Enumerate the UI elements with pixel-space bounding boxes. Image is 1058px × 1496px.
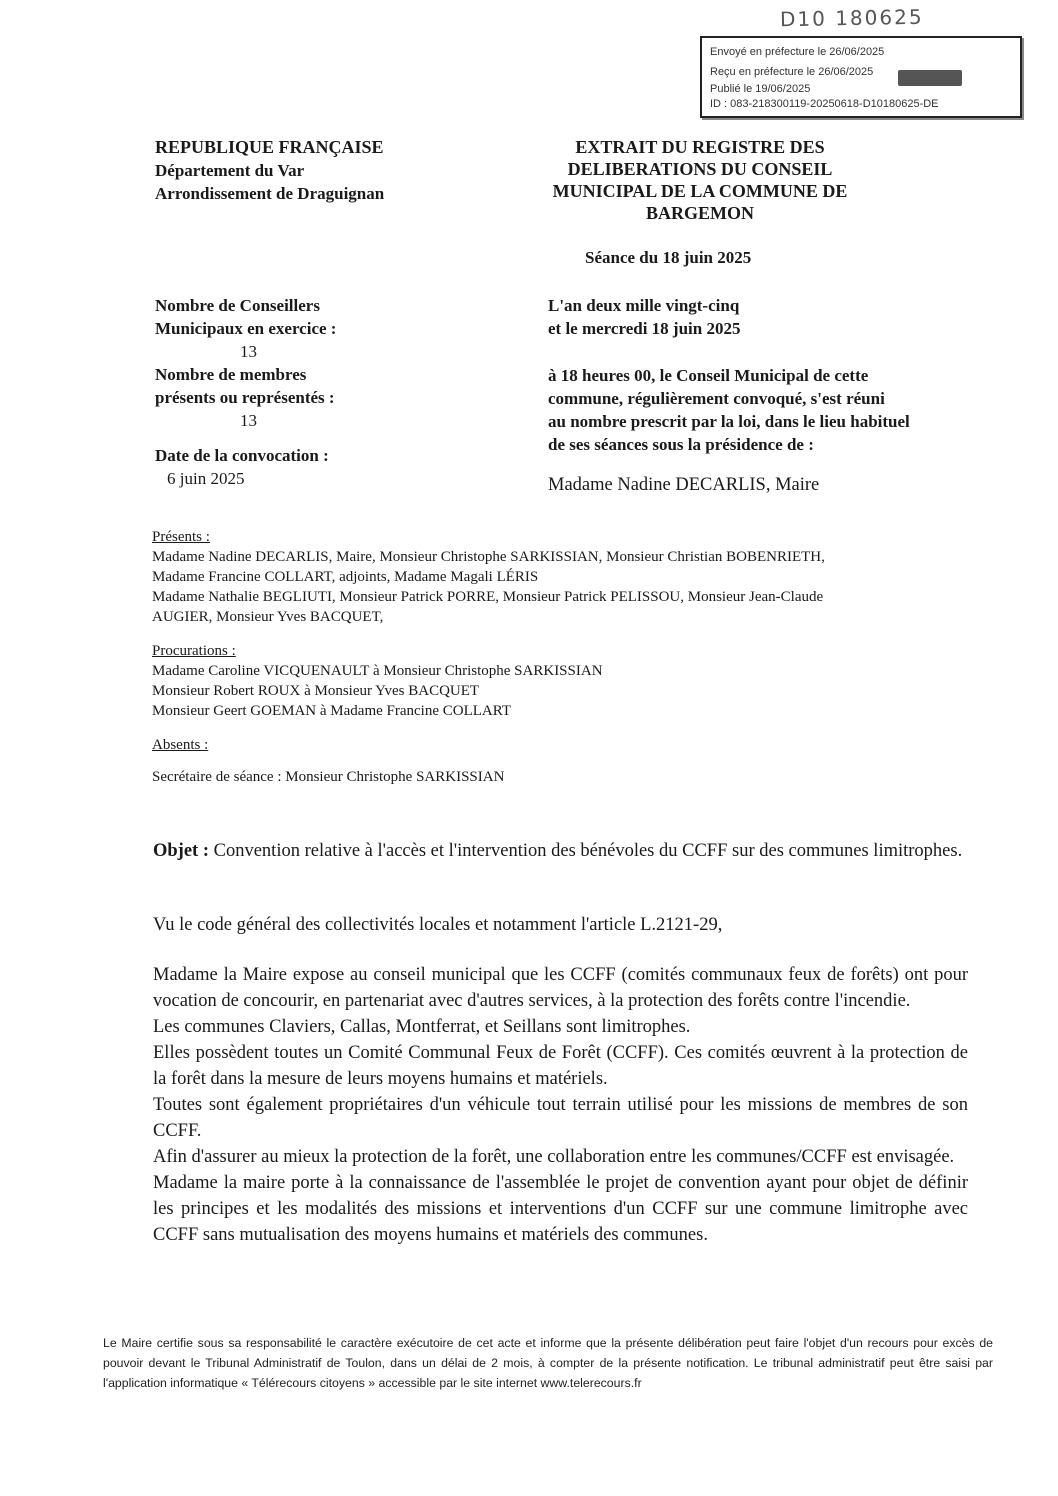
intro-block	[548, 294, 910, 497]
intro-line: L'an deux mille vingt-cinq	[548, 296, 740, 315]
stamp-received: Reçu en préfecture le 26/06/2025	[710, 66, 874, 78]
secretaire: Secrétaire de séance : Monsieur Christophe SARKISSIAN	[152, 769, 505, 785]
convocation-label: Date de la convocation :	[155, 446, 329, 465]
extract-title-3: MUNICIPAL DE LA COMMUNE DE	[552, 181, 848, 201]
membres-value: 13	[240, 411, 257, 430]
presents-line: Madame Nathalie BEGLIUTI, Monsieur Patrick PORRE, Monsieur Patrick PELISSOU, Monsieur Jean-Claude	[152, 589, 824, 605]
attendance	[152, 527, 825, 787]
intro-line: à 18 heures 00, le Conseil Municipal de cette	[548, 366, 869, 385]
membres-label-2: présents ou représentés :	[155, 388, 335, 407]
conseillers-label-2: Municipaux en exercice :	[155, 319, 337, 338]
objet	[153, 838, 973, 864]
presents-line: Madame Nadine DECARLIS, Maire, Monsieur Christophe SARKISSIAN, Monsieur Christian BOBENRIETH,	[152, 549, 825, 565]
objet-label: Objet :	[153, 841, 209, 861]
stamp-published: Publié le 19/06/2025	[710, 83, 811, 95]
body-paragraph: Madame la maire porte à la connaissance de l'assemblée le projet de convention ayant pour objet de définir les principes et les modalités des missions et interventions d'un CCFF sur une commune limitrophe avec CCFF sans mutualisation des moyens humains et matériels des communes.	[153, 1173, 968, 1245]
objet-text: Convention relative à l'accès et l'intervention des bénévoles du CCFF sur des communes limitrophes.	[209, 841, 963, 861]
procuration-line: Monsieur Robert ROUX à Monsieur Yves BACQUET	[152, 683, 480, 699]
legal-footer: Le Maire certifie sous sa responsabilité le caractère exécutoire de cet acte et informe que la présente délibération peut faire l'objet d'un recours pour excès de pouvoir devant le Tribunal Administratif de Toulon, dans un délai de 2 mois, à compter de la présente notification. Le tribunal administratif peut être saisi par l'application informatique « Télérecours citoyens » accessible par le site internet www.telerecours.fr	[103, 1336, 993, 1390]
body-paragraph: Toutes sont également propriétaires d'un véhicule tout terrain utilisé pour les missions de membres de son CCFF.	[153, 1095, 968, 1141]
header-right	[540, 136, 860, 224]
procurations-label: Procurations :	[152, 643, 236, 659]
extract-title-1: EXTRAIT DU REGISTRE DES	[575, 137, 825, 157]
procuration-line: Monsieur Geert GOEMAN à Madame Francine COLLART	[152, 703, 512, 719]
handwritten-reference: D10 180625	[779, 4, 924, 32]
intro-line: de ses séances sous la présidence de :	[548, 435, 814, 454]
body-paragraph: Elles possèdent toutes un Comité Communal Feux de Forêt (CCFF). Ces comités œuvrent à la protection de la forêt dans la mesure de leurs moyens humains et matériels.	[153, 1043, 968, 1089]
stamp-sent: Envoyé en préfecture le 26/06/2025	[710, 46, 885, 58]
seance-date: Séance du 18 juin 2025	[585, 248, 752, 267]
presents-line: Madame Francine COLLART, adjoints, Madame Magali LÉRIS	[152, 569, 539, 585]
president: Madame Nadine DECARLIS, Maire	[548, 475, 820, 495]
body-paragraph: Afin d'assurer au mieux la protection de la forêt, une collaboration entre les communes/CCFF est envisagée.	[153, 1147, 955, 1167]
body-paragraph: Les communes Claviers, Callas, Montferrat, et Seillans sont limitrophes.	[153, 1017, 691, 1037]
procuration-line: Madame Caroline VICQUENAULT à Monsieur Christophe SARKISSIAN	[152, 663, 603, 679]
membres-label: Nombre de membres	[155, 365, 307, 384]
extract-title-2: DELIBERATIONS DU CONSEIL	[567, 159, 833, 179]
republic-title: REPUBLIQUE FRANÇAISE	[155, 137, 384, 157]
presents-label: Présents :	[152, 529, 210, 545]
berger-levrault-logo	[898, 70, 962, 86]
header-left	[155, 136, 384, 205]
intro-line: commune, régulièrement convoqué, s'est réuni	[548, 389, 885, 408]
body	[153, 962, 968, 1248]
conseillers-label: Nombre de Conseillers	[155, 296, 320, 315]
stats-block	[155, 294, 336, 490]
body-paragraph: Madame la Maire expose au conseil municipal que les CCFF (comités communaux feux de forêts) ont pour vocation de concourir, en partenariat avec d'autres services, à la protection des forêts contre l'incendie.	[153, 965, 968, 1011]
department: Département du Var	[155, 161, 305, 180]
prefecture-stamp	[700, 36, 1022, 118]
intro-line: et le mercredi 18 juin 2025	[548, 319, 741, 338]
stamp-id: ID : 083-218300119-20250618-D10180625-DE	[710, 98, 939, 110]
conseillers-value: 13	[240, 342, 257, 361]
arrondissement: Arrondissement de Draguignan	[155, 184, 385, 203]
intro-line: au nombre prescrit par la loi, dans le lieu habituel	[548, 412, 910, 431]
commune-name: BARGEMON	[646, 203, 754, 223]
convocation-value: 6 juin 2025	[167, 469, 245, 488]
presents-line: AUGIER, Monsieur Yves BACQUET,	[152, 609, 384, 625]
absents-label: Absents :	[152, 737, 209, 753]
vu-clause: Vu le code général des collectivités locales et notamment l'article L.2121-29,	[153, 915, 723, 935]
